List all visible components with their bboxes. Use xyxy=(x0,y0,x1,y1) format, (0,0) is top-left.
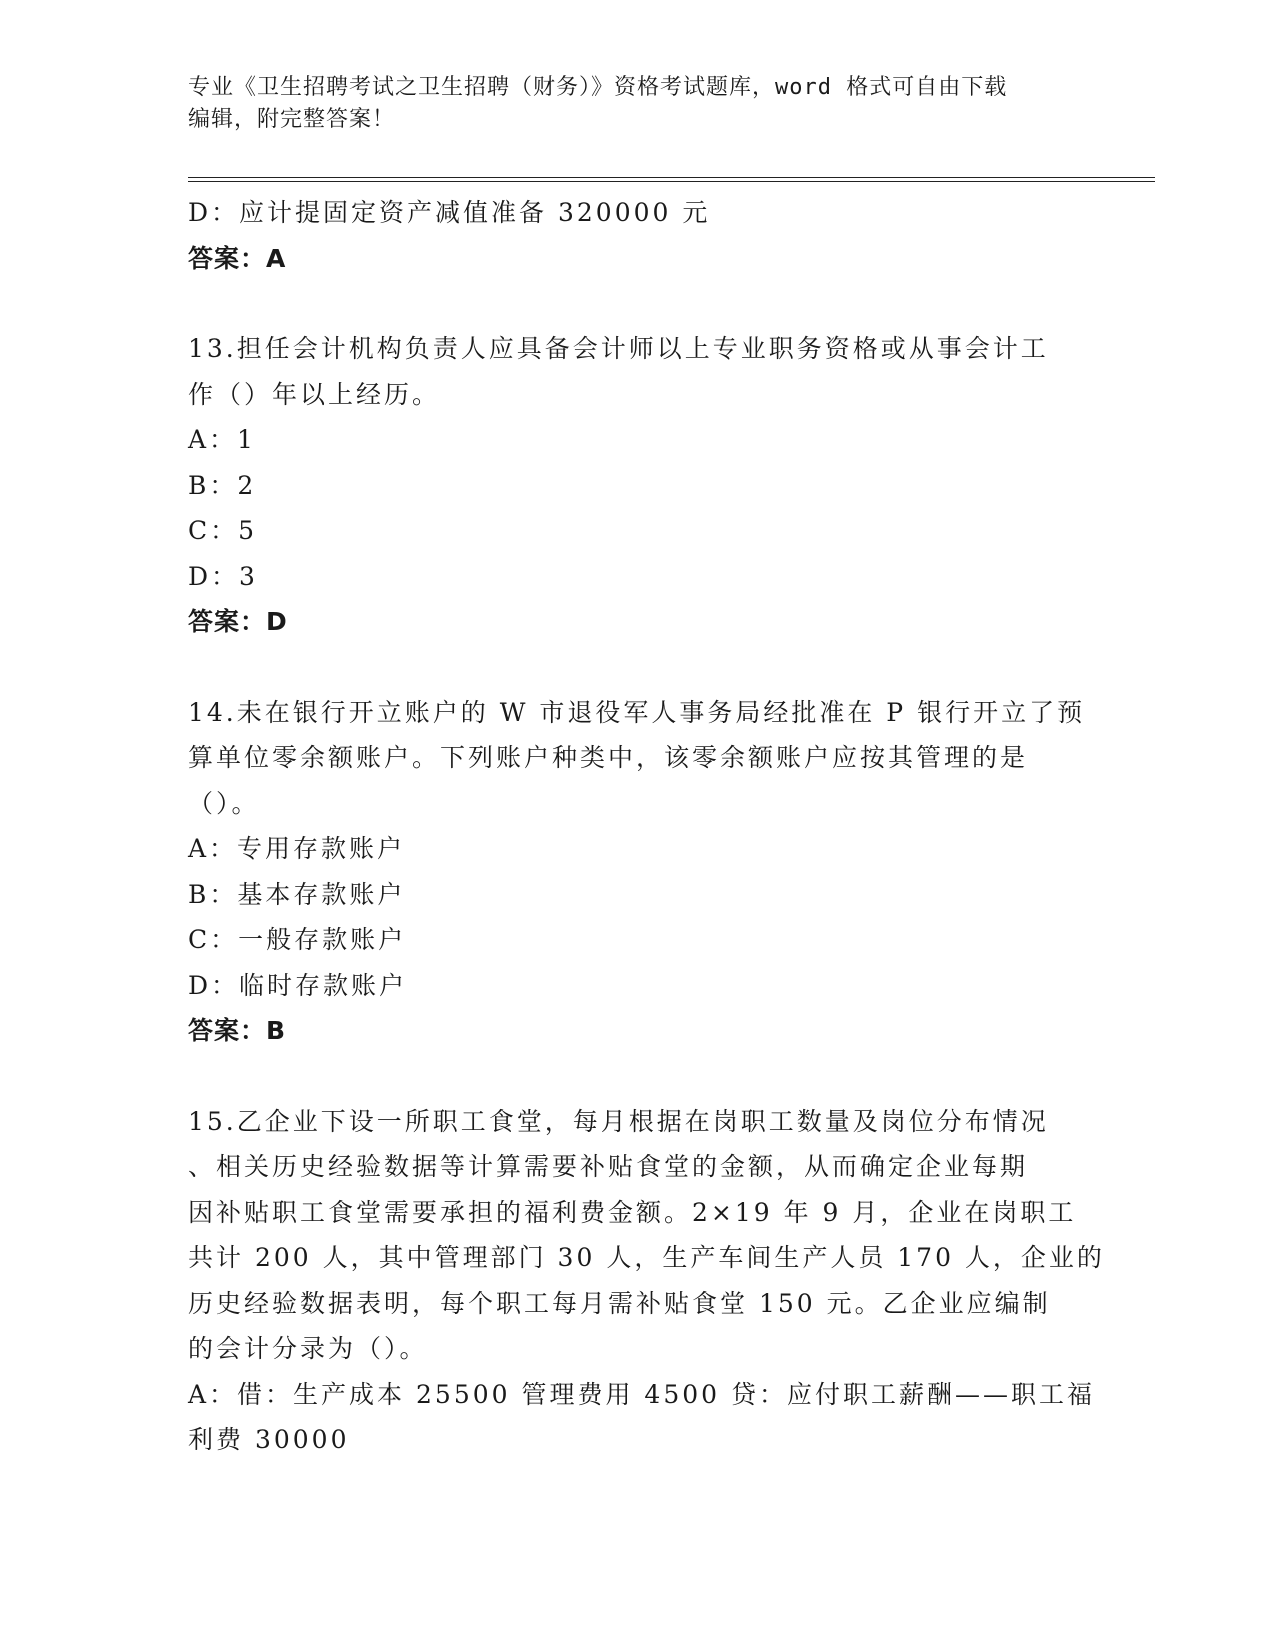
header-divider xyxy=(188,177,1155,182)
question-text: 13.担任会计机构负责人应具备会计师以上专业职务资格或从事会计工 xyxy=(188,334,1049,363)
question-text: 、相关历史经验数据等计算需要补贴食堂的金额，从而确定企业每期 xyxy=(188,1152,1029,1181)
question-14 xyxy=(188,690,1088,1054)
document-header xyxy=(188,72,1088,136)
question-text: 的会计分录为（）。 xyxy=(188,1334,428,1363)
option-d: D：3 xyxy=(188,561,258,591)
option-b: B：基本存款账户 xyxy=(188,879,406,909)
answer: 答案：B xyxy=(188,1016,287,1045)
option-c: C：5 xyxy=(188,516,258,545)
question-text: 15.乙企业下设一所职工食堂，每月根据在岗职工数量及岗位分布情况 xyxy=(188,1106,1049,1136)
question-text: （）。 xyxy=(188,788,260,818)
question-text: 共计 200 人，其中管理部门 30 人，生产车间生产人员 170 人，企业的 xyxy=(188,1243,1105,1272)
option-a: A：借：生产成本 25500 管理费用 4500 贷：应付职工薪酬——职工福 xyxy=(188,1379,1095,1409)
question-text: 作（）年以上经历。 xyxy=(188,379,441,409)
option-a: A：专用存款账户 xyxy=(188,834,406,863)
prev-answer: 答案：A xyxy=(188,243,287,273)
question-content xyxy=(188,190,1105,1463)
option-d: D：临时存款账户 xyxy=(188,970,408,1000)
header-line: 编辑，附完整答案！ xyxy=(188,107,396,132)
option-a-continued: 利费 30000 xyxy=(188,1425,350,1454)
question-text: 14.未在银行开立账户的 W 市退役军人事务局经批准在 P 银行开立了预 xyxy=(188,697,1086,727)
option-c: C：一般存款账户 xyxy=(188,925,407,954)
question-text: 算单位零余额账户。下列账户种类中，该零余额账户应按其管理的是 xyxy=(188,743,1029,772)
answer: 答案：D xyxy=(188,607,288,636)
option-b: B：2 xyxy=(188,470,257,500)
question-15 xyxy=(188,1099,1105,1463)
option-a: A：1 xyxy=(188,425,256,454)
question-text: 因补贴职工食堂需要承担的福利费金额。2×19 年 9 月，企业在岗职工 xyxy=(188,1197,1077,1227)
question-13 xyxy=(188,326,1088,645)
prev-option-d: D：应计提固定资产减值准备 320000 元 xyxy=(188,198,711,227)
question-text: 历史经验数据表明，每个职工每月需补贴食堂 150 元。乙企业应编制 xyxy=(188,1288,1051,1318)
header-line: 专业《卫生招聘考试之卫生招聘（财务）》资格考试题库，word 格式可自由下载 xyxy=(188,75,1008,100)
